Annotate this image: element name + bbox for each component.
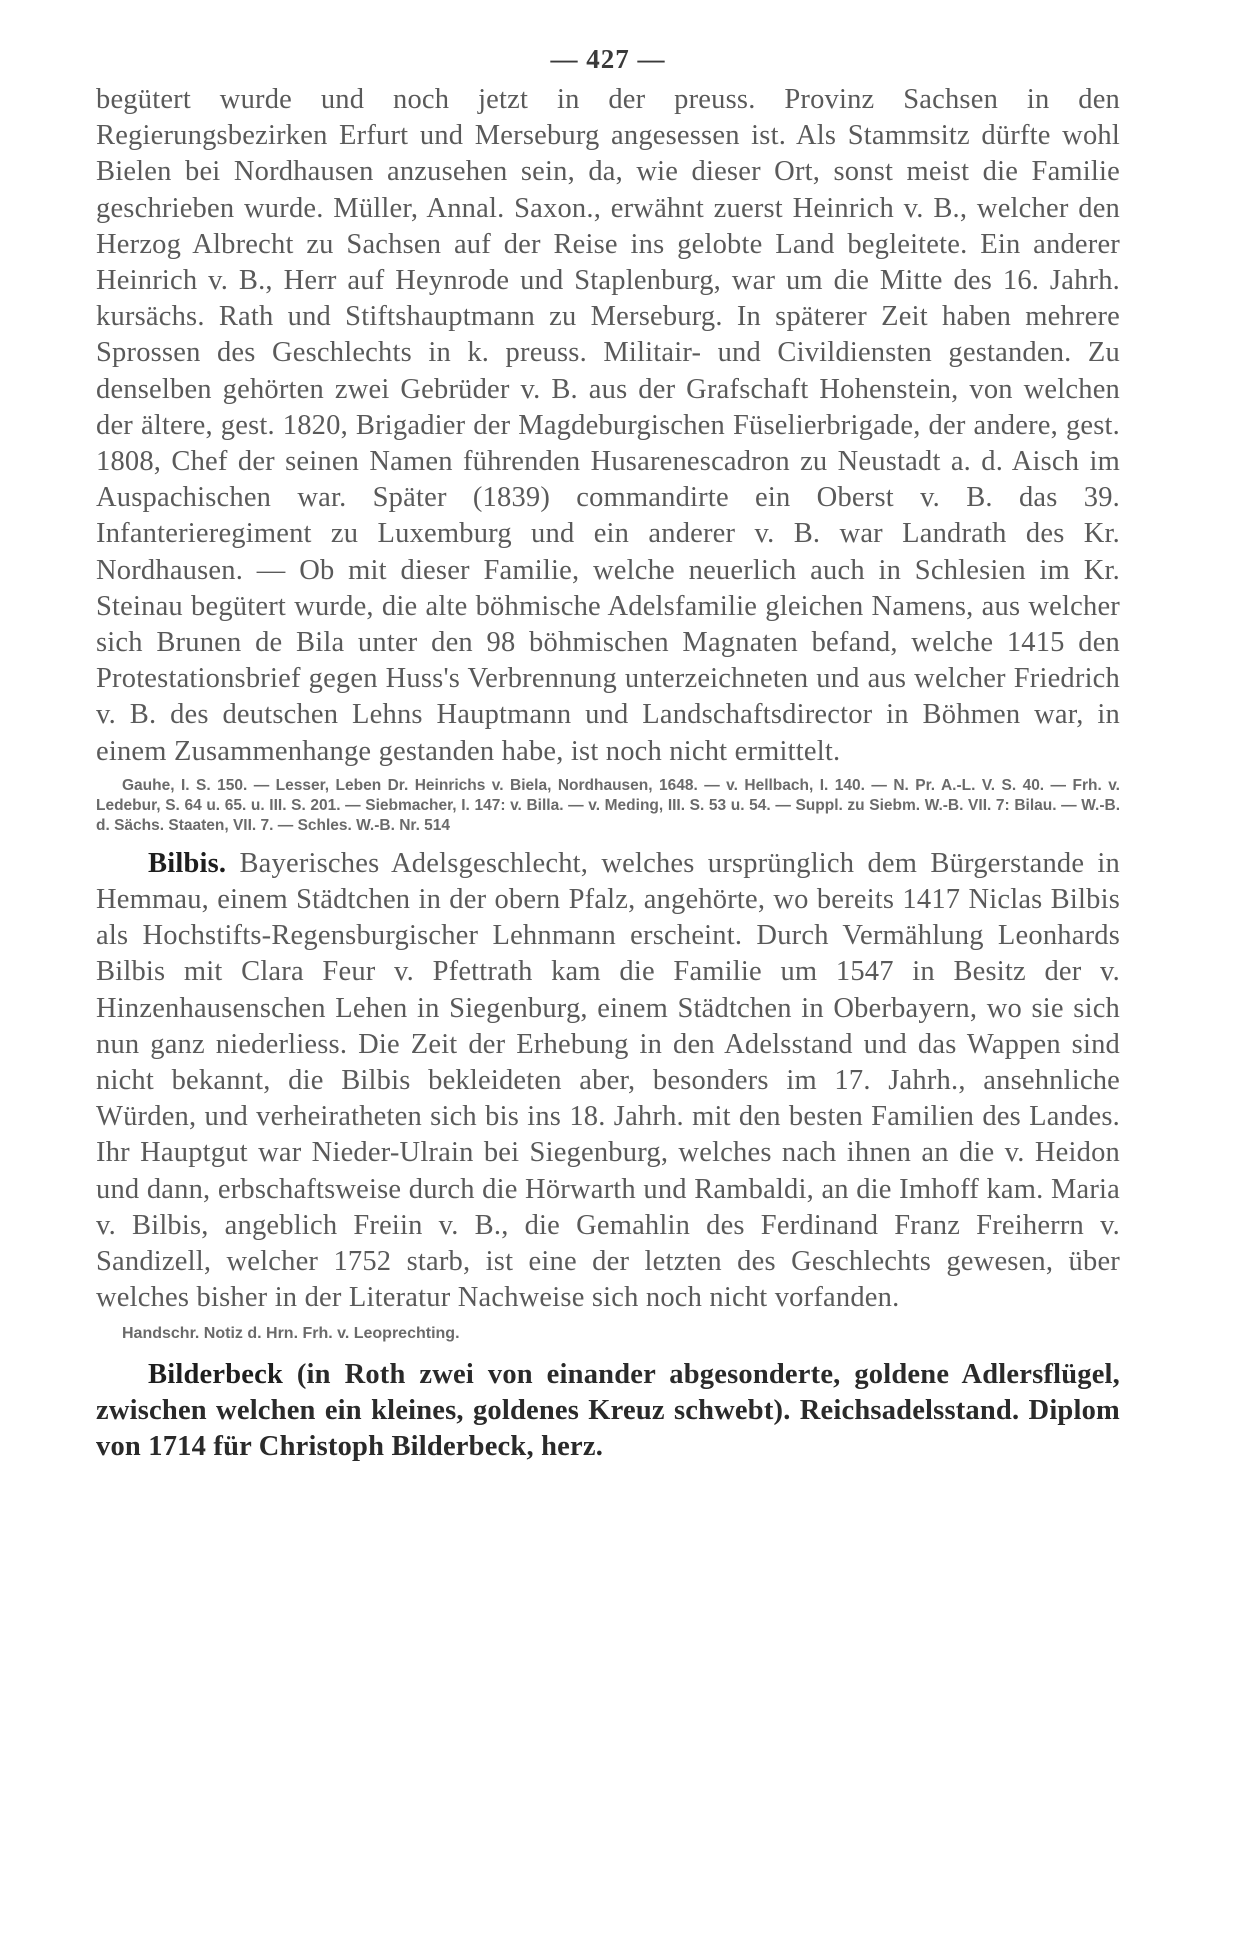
continuation-paragraph: begütert wurde und noch jetzt in der preuss. Provinz Sachsen in den Regierungsbezirken Erfurt und Merseburg angesessen ist. Als Stammsitz dürfte wohl Bielen bei Nordhausen anzusehen sein, da, wie dieser Ort, sonst meist die Familie geschrieben wurde. Müller, Annal. Saxon., erwähnt zuerst Heinrich v. B., welcher den Herzog Albrecht zu Sachsen auf der Reise ins gelobte Land begleitete. Ein anderer Heinrich v. B., Herr auf Heynrode und Staplenburg, war um die Mitte des 16. Jahrh. kursächs. Rath und Stiftshauptmann zu Merseburg. In späterer Zeit haben mehrere Sprossen des Geschlechts in k. preuss. Militair- und Civildiensten gestanden. Zu denselben gehörten zwei Gebrüder v. B. aus der Grafschaft Hohenstein, von welchen der ältere, gest. 1820, Brigadier der Magdeburgischen Füselierbrigade, der andere, gest. 1808, Chef der seinen Namen führenden Husarenescadron zu Neustadt a. d. Aisch im Auspachischen war. Später (1839) commandirte ein Oberst v. B. das 39. Infanterieregiment zu Luxemburg und ein anderer v. B. war Landrath des Kr. Nordhausen. — Ob mit dieser Familie, welche neuerlich auch in Schlesien im Kr. Steinau begütert wurde, die alte böhmische Adelsfamilie gleichen Namens, aus welcher sich Brunen de Bila unter den 98 böhmischen Magnaten befand, welche 1415 den Protestationsbrief gegen Huss's Verbrennung unterzeichneten und aus welcher Friedrich v. B. des deutschen Lehns Hauptmann und Landschaftsdirector in Böhmen war, in einem Zusammenhange gestanden habe, ist noch nicht ermittelt. <box>96 84 1120 767</box>
continuation-references: Gauhe, I. S. 150. — Lesser, Leben Dr. Heinrichs v. Biela, Nordhausen, 1648. — v. Hellbach, I. 140. — N. Pr. A.-L. V. S. 40. — Frh. v. Ledebur, S. 64 u. 65. u. III. S. 201. — Siebmacher, I. 147: v. Billa. — v. Meding, III. S. 53 u. 54. — Suppl. zu Siebm. W.-B. VII. 7: Bilau. — W.-B. d. Sächs. Staaten, VII. 7. — Schles. W.-B. Nr. 514 <box>96 776 1120 834</box>
page-number: — 427 — <box>550 44 666 74</box>
book-page <box>96 36 1120 1465</box>
entry-text: (in Roth zwei von einander abgesonderte, goldene Adlersflügel, zwischen welchen ein kleines, goldenes Kreuz schwebt). Reichsadelsstand. Diplom von 1714 für Christoph Bilderbeck, herz. <box>96 1358 1120 1462</box>
entry-headword: Bilderbeck <box>148 1358 283 1390</box>
entry-text: Bayerisches Adelsgeschlecht, welches ursprünglich dem Bürgerstande in Hemmau, einem Städtchen in der obern Pfalz, angehörte, wo bereits 1417 Niclas Bilbis als Hochstifts-Regensburgischer Lehnmann erscheint. Durch Vermählung Leonhards Bilbis mit Clara Feur v. Pfettrath kam die Familie um 1547 in Besitz der v. Hinzenhausenschen Lehen in Siegenburg, einem Städtchen in Oberbayern, wo sie sich nun ganz niederliess. Die Zeit der Erhebung in den Adelsstand und das Wappen sind nicht bekannt, die Bilbis bekleideten aber, besonders im 17. Jahrh., ansehnliche Würden, und verheiratheten sich bis ins 18. Jahrh. mit den besten Familien des Landes. Ihr Hauptgut war Nieder-Ulrain bei Siegenburg, welches nach ihnen an die v. Heidon und dann, erbschaftsweise durch die Hörwarth und Rambaldi, an die Imhoff kam. Maria v. Bilbis, angeblich Freiin v. B., die Gemahlin des Ferdinand Franz Freiherrn v. Sandizell, welcher 1752 starb, ist eine der letzten des Geschlechts gewesen, über welches bisher in der Literatur Nachweise sich noch nicht vorfanden. <box>96 847 1120 1314</box>
entry-bilbis <box>96 846 1120 1317</box>
entry-source-note: Handschr. Notiz d. Hrn. Frh. v. Leoprechting. <box>122 1324 460 1342</box>
entry-bilderbeck <box>96 1357 1120 1466</box>
entry-headword: Bilbis. <box>148 847 227 879</box>
